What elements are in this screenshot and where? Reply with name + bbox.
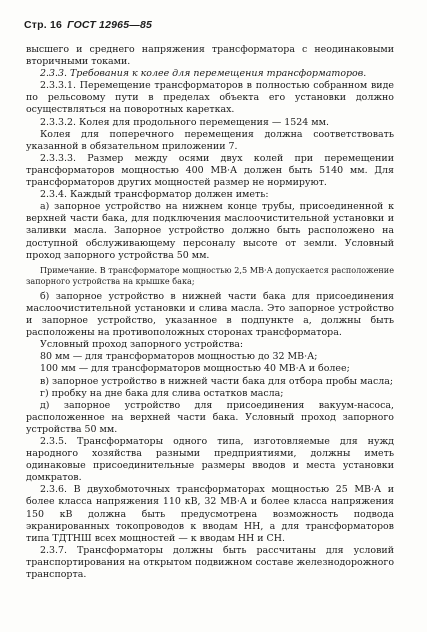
paragraph: 2.3.3.1. Перемещение трансформаторов в полностью собранном виде по рельсовому пути в пределах объекта его установки должно осуществляться на поворотных каретках. [26, 80, 394, 116]
paragraph: 2.3.3.2. Колея для продольного перемещения — 1524 мм. [40, 116, 329, 128]
document-body [26, 44, 394, 581]
standard-number: ГОСТ 12965—85 [67, 19, 153, 31]
paragraph: 2.3.4. Каждый трансформатор должен иметь: [40, 189, 269, 201]
paragraph: 2.3.3.3. Размер между осями двух колей при перемещении трансформаторов мощностью 400 МВ·А должен быть 5140 мм. Для трансформаторов других мощностей размер не нормируют. [26, 152, 394, 189]
paragraph: 2.3.6. В двухобмоточных трансформаторах мощностью 25 МВ·А и более класса напряжения 110 кВ, 32 МВ·А и более класса напряжения 150 кВ должна быть предусмотрена возможность подвода экранированных токопроводов к вводам НН, а для трансформаторов типа ТДТНШ всех мощностей — к вводам НН и СН. [26, 484, 394, 544]
page-number: Стр. 16 [24, 19, 63, 31]
paragraph: высшего и среднего напряжения трансформатора с неодинаковыми вторичными токами. [26, 44, 394, 68]
section-heading: 2.3.3. Требования к колее для перемещения трансформаторов. [40, 68, 367, 80]
list-item: 80 мм — для трансформаторов мощностью до 32 МВ·А; [40, 351, 318, 363]
list-item: в) запорное устройство в нижней части бака для отбора пробы масла; [40, 375, 394, 387]
page-header [24, 19, 152, 31]
list-item: 100 мм — для трансформаторов мощностью 40 МВ·А и более; [40, 363, 350, 375]
paragraph: 2.3.7. Трансформаторы должны быть рассчитаны для условий транспортирования на открытом подвижном составе железнодорожного транспорта. [26, 544, 394, 581]
paragraph: Колея для поперечного перемещения должна соответствовать указанной в обязательном приложении 7. [26, 128, 394, 152]
list-item: д) запорное устройство для присоединения вакуум-насоса, расположенное на верхней части бака. Условный проход запорного устройства 50 мм. [26, 399, 394, 435]
paragraph: 2.3.5. Трансформаторы одного типа, изготовляемые для нужд народного хозяйства разными предприятиями, должны иметь одинаковые присоединительные размеры вводов и места установки домкратов. [26, 436, 394, 484]
list-item: г) пробку на дне бака для слива остатков масла; [40, 387, 284, 399]
note: Примечание. В трансформаторе мощностью 2,5 МВ·А допускается расположение запорного устройства на крышке бака; [26, 264, 394, 287]
list-item: б) запорное устройство в нижней части бака для присоединения маслоочистительной установки и слива масла. Это запорное устройство и запорное устройство, указанное в подпункте а, должны быть расположены на противоположных сторонах трансформатора. [26, 290, 394, 339]
paragraph: Условный проход запорного устройства: [40, 339, 244, 351]
list-item: а) запорное устройство на нижнем конце трубы, присоединенной к верхней части бака, для подключения маслоочистительной установки и заливки масла. Запорное устройство должно быть расположено на доступной обслуживающему персоналу высоте от земли. Условный проход запорного устройства 50 мм. [26, 201, 394, 261]
